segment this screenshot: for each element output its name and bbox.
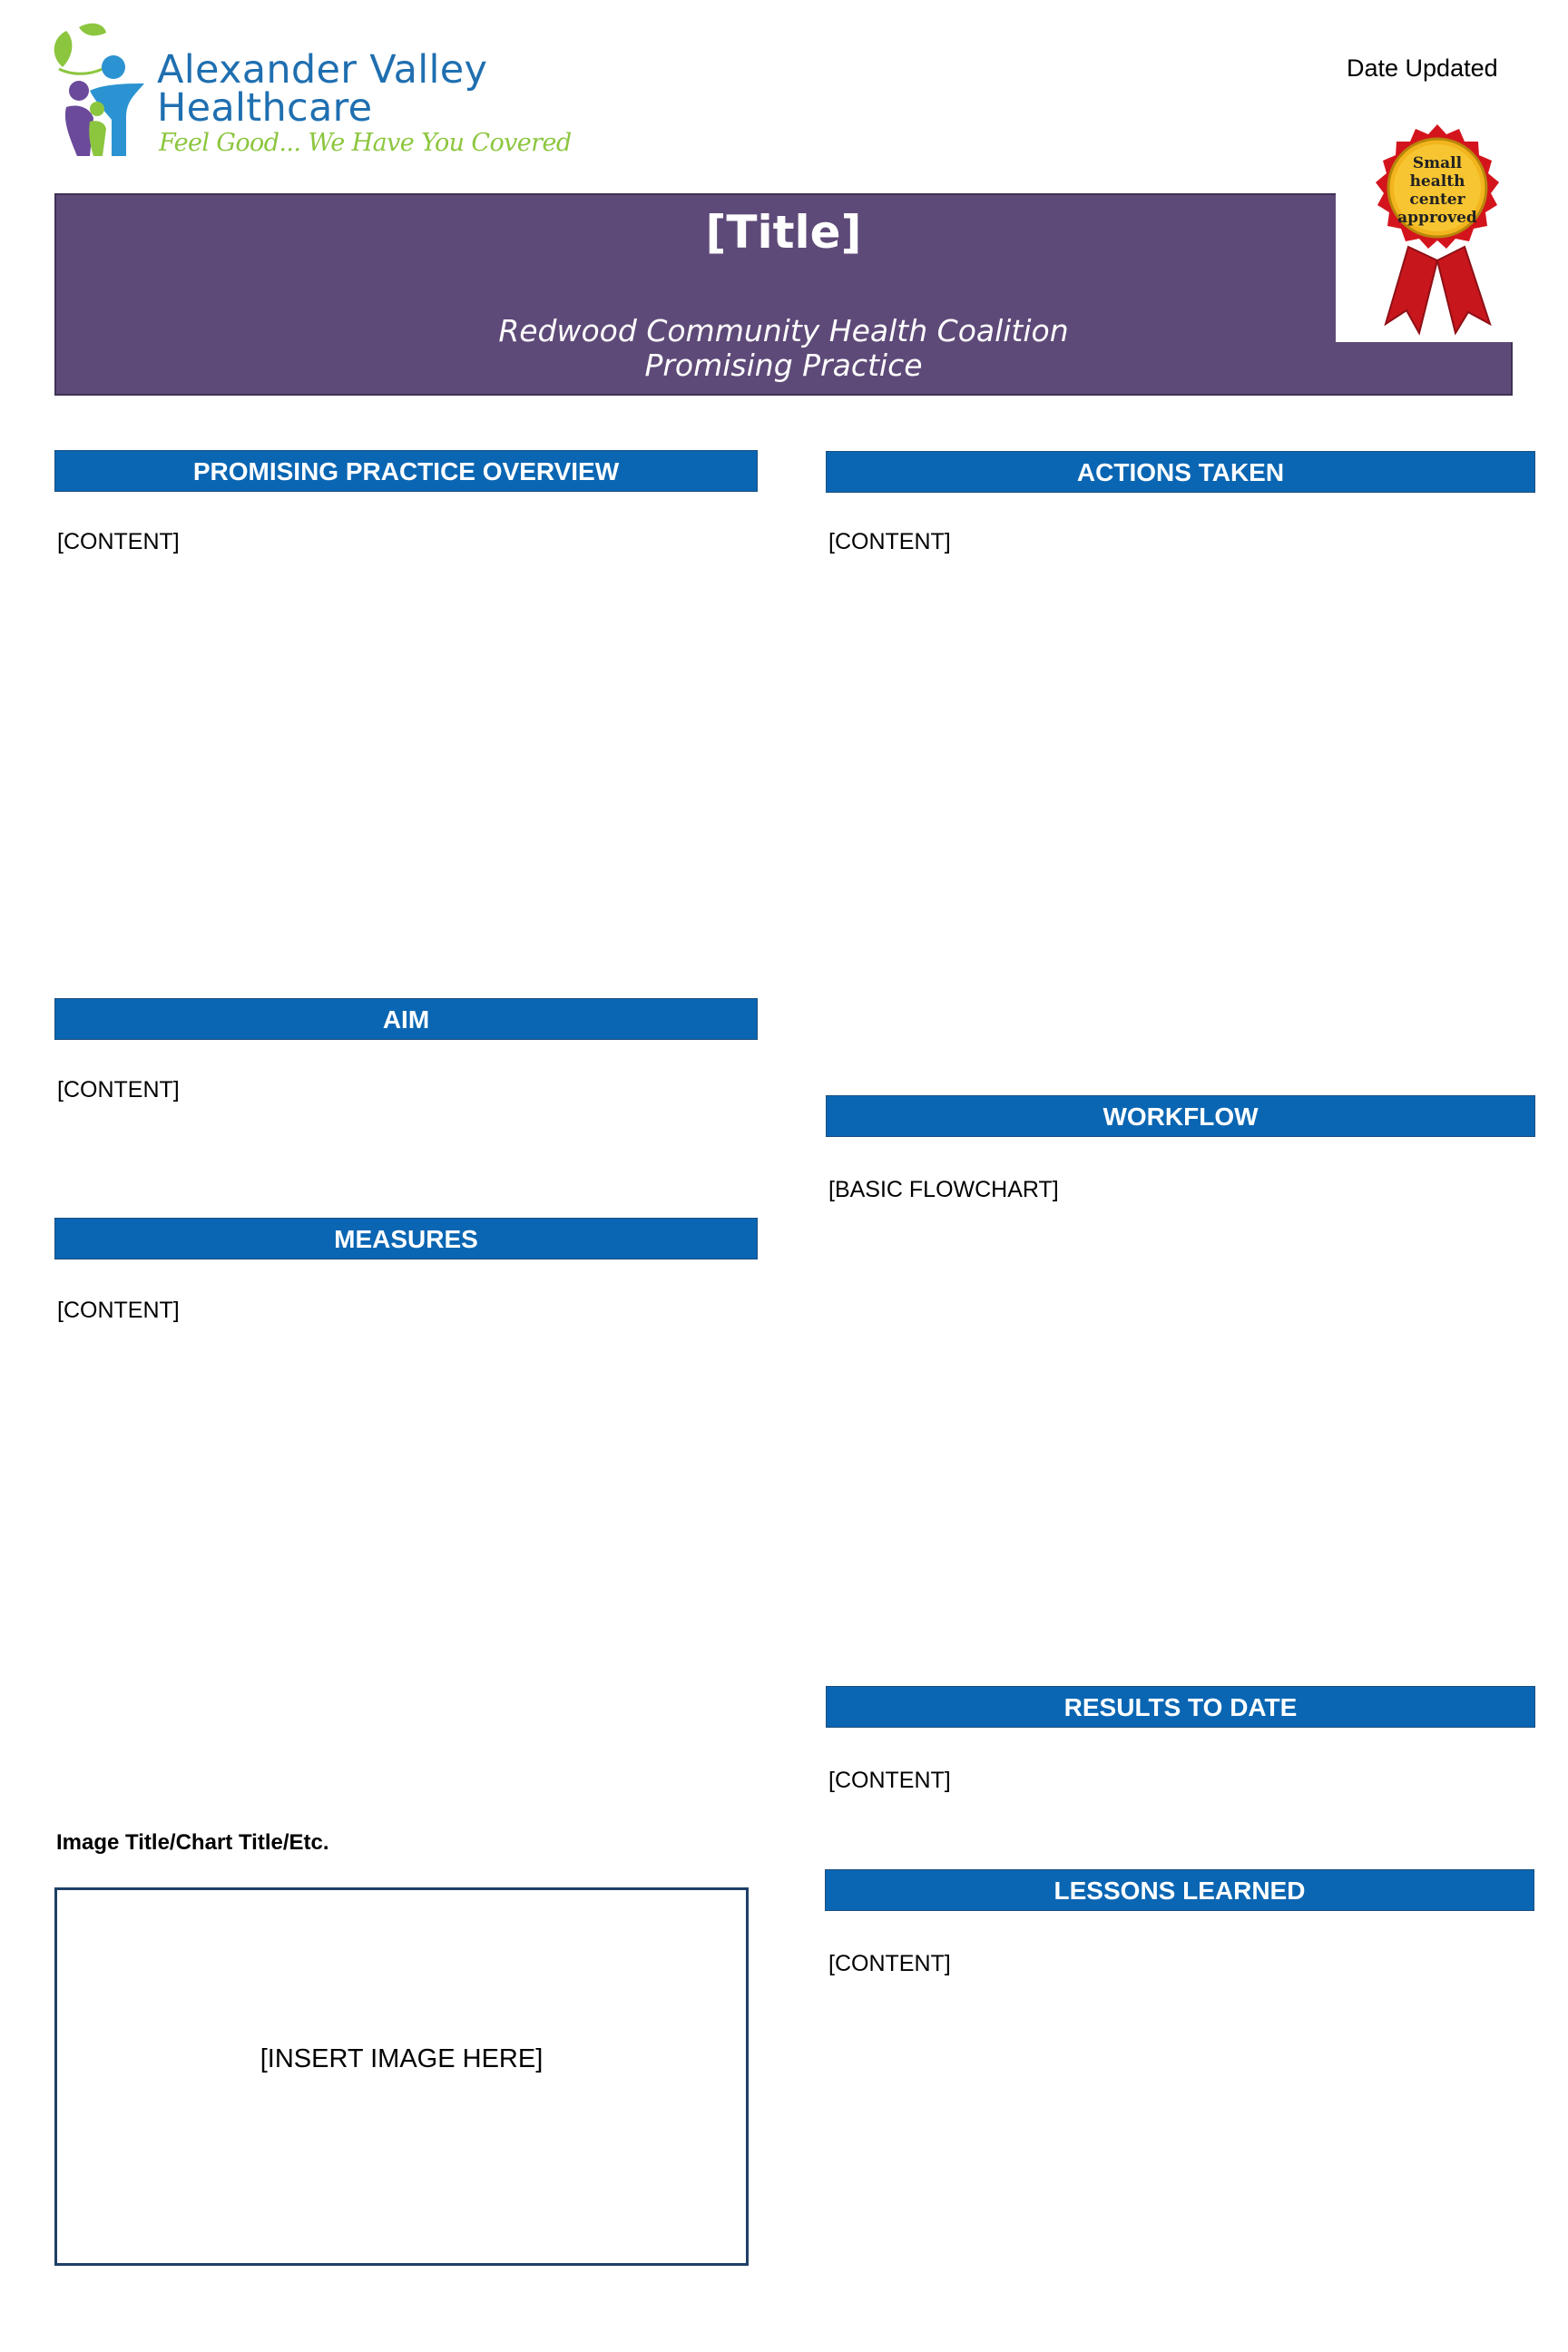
actions-taken-header: ACTIONS TAKEN [826, 451, 1535, 493]
actions-taken-content: [CONTENT] [828, 529, 951, 554]
aim-content: [CONTENT] [57, 1077, 180, 1102]
results-content: [CONTENT] [828, 1768, 951, 1793]
date-updated: Date Updated [1347, 54, 1498, 82]
banner-subtitle-practice: Promising Practice [644, 348, 923, 383]
measures-header: MEASURES [54, 1218, 758, 1259]
page-title: [Title] [705, 206, 862, 259]
seal-text-line3: center [1409, 191, 1465, 209]
aim-header: AIM [54, 998, 758, 1040]
image-title: Image Title/Chart Title/Etc. [56, 1830, 329, 1855]
seal-text-line4: approved [1397, 209, 1477, 227]
seal-text-line1: Small [1412, 154, 1463, 172]
lessons-learned-content: [CONTENT] [828, 1951, 951, 1976]
image-placeholder-box[interactable] [54, 1887, 749, 2266]
banner-subtitle-org: Redwood Community Health Coalition [498, 313, 1069, 348]
logo-name-line1: Alexander Valley [157, 47, 488, 93]
lessons-learned-header: LESSONS LEARNED [825, 1869, 1534, 1911]
image-placeholder-text: [INSERT IMAGE HERE] [260, 2044, 544, 2073]
overview-content: [CONTENT] [57, 529, 180, 554]
award-ribbon-icon [1336, 111, 1552, 342]
alexander-valley-logo [50, 20, 572, 170]
results-header: RESULTS TO DATE [826, 1686, 1535, 1728]
workflow-header: WORKFLOW [826, 1095, 1535, 1137]
title-banner [54, 193, 1513, 396]
overview-header: PROMISING PRACTICE OVERVIEW [54, 450, 758, 492]
logo-name-line2: Healthcare [157, 85, 373, 131]
workflow-content: [BASIC FLOWCHART] [828, 1177, 1059, 1202]
approval-seal [1336, 111, 1552, 342]
family-figures-icon [50, 20, 154, 165]
seal-text-line2: health [1409, 172, 1465, 191]
measures-content: [CONTENT] [57, 1298, 180, 1323]
logo-tagline: Feel Good... We Have You Covered [159, 129, 572, 157]
